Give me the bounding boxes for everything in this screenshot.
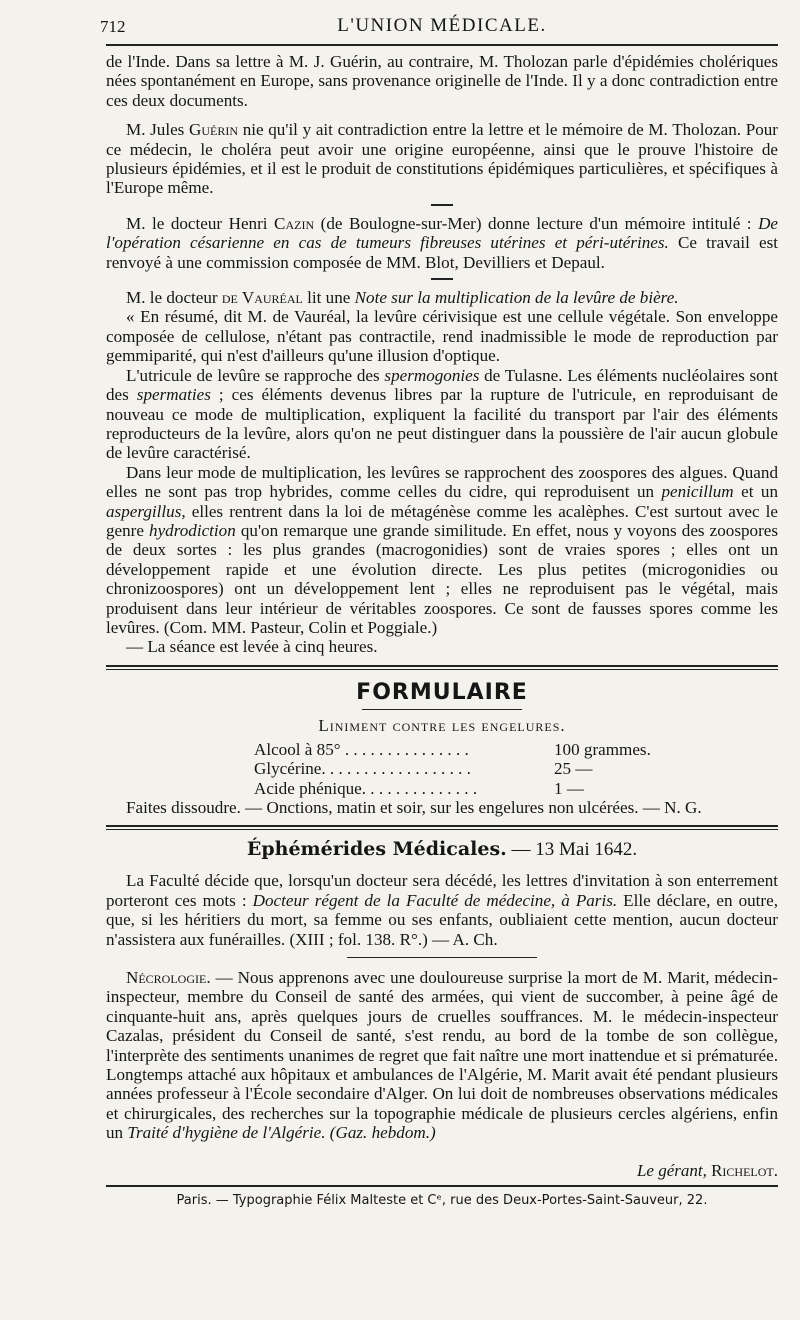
newspaper-page <box>100 0 778 1208</box>
paragraph-vaureal: M. le docteur de Vauréal lit une Note sur la multiplication de la levûre de bière. <box>126 288 679 308</box>
name-cazin: Cazin <box>274 213 315 233</box>
formulaire-instructions: Faites dissoudre. — Onctions, matin et soir, sur les engelures non ulcérées. — N. G. <box>126 798 702 817</box>
header-rule <box>106 44 778 46</box>
paragraph-utricule: L'utricule de levûre se rapproche des spermogonies de Tulasne. Les éléments nucléolaires sont des spermaties ; ces éléments devenus libres par la rupture de l'utricule, en reproduisant de nouveau ce mode de multiplication, expliquent la facilité du transport par l'air des éléments reproducteurs de la levûre, alors qu'on ne peut distinguer dans la poussière de l'air aucun globule de levûre caractérisé. <box>106 365 778 463</box>
paragraph-resume: « En résumé, dit M. de Vauréal, la levûre cérivisique est une cellule végétale. Son enveloppe composée de cellulose, n'étant pas contractile, rend inadmissible le mode de reproduction par gemmiparité, qui n'est d'ailleurs qu'une illusion d'optique. <box>106 307 778 366</box>
paragraph-inde: de l'Inde. Dans sa lettre à M. J. Guérin, au contraire, M. Tholozan parle d'épidémies cholériques nées spontanément en Europe, sans provenance originelle de l'Inde. Il y a donc contradiction entre ces deux documents. <box>106 52 778 110</box>
recipe-title: Liniment contre les engelures. <box>318 715 566 735</box>
paragraph-cazin: M. le docteur Henri Cazin (de Boulogne-sur-Mer) donne lecture d'un mémoire intitulé : De l'opération césarienne en cas de tumeurs fibreuses utérines et péri-utérines. Ce travail est renvoyé à une commission composée de MM. Blot, Devilliers et Depaul. <box>106 213 778 272</box>
section-double-rule <box>106 665 778 670</box>
imprint: Paris. — Typographie Félix Malteste et Cᵉ, rue des Deux-Portes-Saint-Sauveur, 22. <box>176 1192 708 1208</box>
formulaire-title: FORMULAIRE <box>356 679 528 705</box>
section-double-rule <box>106 825 778 830</box>
name-guerin: Guérin <box>189 120 239 140</box>
name-vaureal: Vauréal <box>241 288 303 308</box>
formulaire-rule <box>362 709 522 710</box>
footer-rule <box>106 1185 778 1187</box>
ingredient-row: Alcool à 85° . . . . . . . . . . . . . . . 100 grammes. <box>254 739 651 759</box>
memoir-title: De l'opération césarienne en cas de tumeurs fibreuses utérines et péri-utérines. <box>106 213 778 253</box>
journal-title: L'UNION MÉDICALE. <box>337 15 547 36</box>
ephemerides-date: — 13 Mai 1642. <box>506 839 638 861</box>
ingredients-list <box>254 740 778 798</box>
note-title: Note sur la multiplication de la levûre de bière. <box>354 288 679 308</box>
end-rule <box>347 957 537 958</box>
ingredient-row: Acide phénique. . . . . . . . . . . . . . 1 — <box>254 778 584 798</box>
paragraph-seance-levee: — La séance est levée à cinq heures. <box>126 637 378 657</box>
paragraph-necrologie: Nécrologie. — Nous apprenons avec une douloureuse surprise la mort de M. Marit, médecin-inspecteur, membre du Conseil de santé des armées, qui vient de succomber, à peine âgé de cinquante-huit ans, après quelques jours de cruelles souffrances. M. le médecin-inspecteur Cazalas, président du Conseil de santé, s'est rendu, au bord de la tombe de son collègue, l'interprète des sentiments unanimes de regret que fait naître une mort inattendue et si prématurée. Longtemps attaché aux hôpitaux et ambulances de l'Algérie, M. Marit avait été pendant plusieurs années professeur à l'École secondaire d'Alger. On lui doit de nombreuses observations médicales et chirurgicales, des recherches sur la topographie médicale de plusieurs cercles algériens, enfin un Traité d'hygiène de l'Algérie. (Gaz. hebdom.) <box>106 968 778 1143</box>
paragraph-faculte: La Faculté décide que, lorsqu'un docteur sera décédé, les lettres d'invitation à son enterrement porteront ces mots : Docteur régent de la Faculté de médecine, à Paris. Elle déclare, en outre, que, si les héritiers du mort, sa femme ou ses enfants, oubliaient cette mention, aucun docteur n'assistera aux funérailles. (XIII ; fol. 138. R°.) — A. Ch. <box>106 871 778 949</box>
paragraph-guerin: M. Jules Guérin nie qu'il y ait contradiction entre la lettre et le mémoire de M. Tholozan. Pour ce médecin, le choléra peut avoir une origine européenne, ainsi que le prouve l'histoire de plusieurs épidémies, et il est le produit de constitutions épidémiques particulières, et spécifiques à l'Europe même. <box>106 120 778 198</box>
section-separator <box>431 204 453 206</box>
signature: Le gérant, Richelot. <box>636 1160 778 1180</box>
ephemerides-title: Éphémérides Médicales. — 13 Mai 1642. <box>246 838 638 861</box>
running-head <box>100 0 778 40</box>
section-separator <box>431 278 453 280</box>
ingredient-row: Glycérine. . . . . . . . . . . . . . . . . . 25 — <box>254 759 593 779</box>
page-number: 712 <box>100 17 126 36</box>
necrologie-label: Nécrologie. <box>126 968 211 988</box>
paragraph-multiplication: Dans leur mode de multiplication, les levûres se rapprochent des zoospores des algues. Quand elles ne sont pas trop hybrides, comme celles du cidre, qui reproduisent un penicillum et un aspergillus, elles rentrent dans la loi de métagénèse comme les acalèphes. C'est surtout avec le genre hydrodiction qu'on remarque une grande similitude. En effet, nous y voyons des zoospores de deux sortes : les plus grandes (macrogonidies) sont de vraies spores ; elles ont un développement rapide et une évolution directe. Les plus petites (microgonidies ou chronizoospores) ont un développement lent ; elles ne reproduisent pas le végétal, mais produisent dans leur intérieur de véritables zoospores. Ce sont de fausses spores comme les levûres. (Com. MM. Pasteur, Colin et Poggiale.) <box>106 462 778 637</box>
